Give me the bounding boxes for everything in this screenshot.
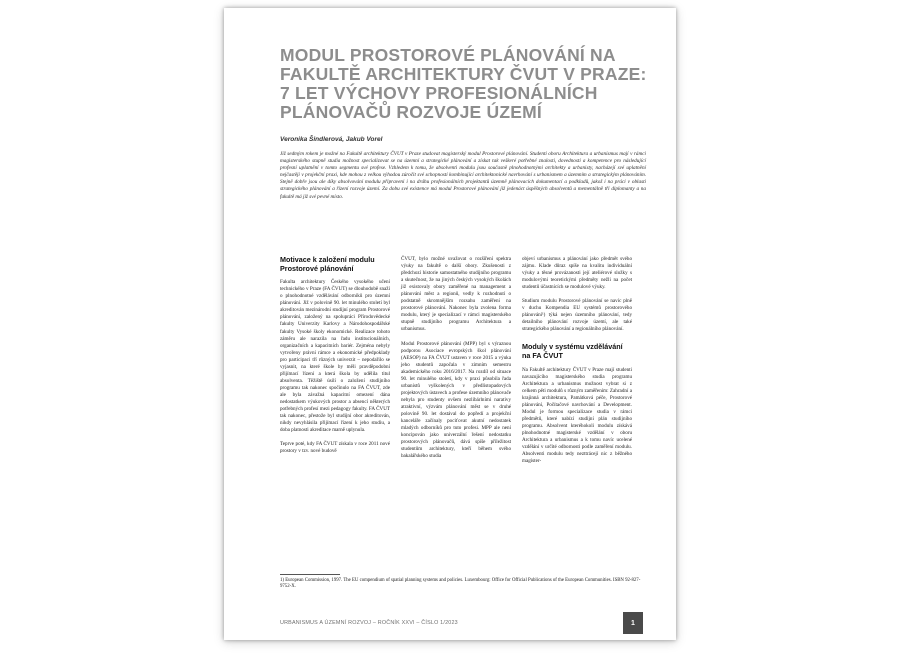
article-abstract: Již sedmým rokem je možné na Fakultě architektury ČVUT v Praze studovat magisterský modul Prostorové plánování. Studenti oboru Architektura a urbanismus mají v rámci magisterského stupně studia možnost specializovat se na územní a strategické plánování a získat tak veškeré potřebné znalosti, dovednosti a kompetence pro následující profesní uplatnění v tomto segmentu své profese. Vzhledem k tomu, že absolventi modulu jsou současně plnohodnotnými architekty a urbanisty, nacházejí své uplatnění nejčastěji v projekční praxi, kde mohou z velkou výhodou zúročit své schopnosti kombinující architektonické navrhování s urbanismem a územním a strategickým plánováním. Stejně dobře jsou ale díky absolvování modulu připraveni i na dráhu profesionálních projektantů územně plánovacích dokumentací a podkladů, jakož i na práci v oblasti strategického plánování a řízení rozvoje území. Za dobu své existence má modul Prostorové plánování již jedenáct úspěšných absolventů a mementálně tři diplomanty a na fakultě má již své pevné místo. (280, 151, 646, 200)
body-paragraph: objeví urbanismus a plánování jako předmět svého zájmu. Klade důraz spíše na kvalitu individuální výuky a těsné provázanosti její ateliérové složky s modulovými teoretickými předměty nežli na počet studentů účastnících se modulové výuky. (522, 256, 632, 291)
footnote-divider (280, 574, 340, 575)
body-paragraph: Teprve poté, kdy FA ČVUT získala v roce 2011 nové prostory v tzv. nové budově (280, 441, 390, 455)
body-paragraph: Na Fakultě architektury ČVUT v Praze mají studenti navazujícího magisterského studia programu Architektura a urbanismus možnost vybrat si z celkem pěti modulů s různým zaměřením: Zahradní a krajinná architektura, Památková péče, Prostorové plánování, Počítačové navrhování a Development. Modul je formou specializace studia v rámci předmětů, které nabízí studijní plán studijního programu. Absolvent kteréhokoli modulu získává plnohodnotné magisterské vzdělání v oboru Architektura a urbanismus a k tomu navíc ucelené vzdělání v určité odbornosti podle zaměření modulu. Absolventi modulu tedy nezttrácejí nic z běžného magister- (522, 366, 632, 465)
body-paragraph: Modul Prostorové plánování (MPP) byl s výraznou podporou Asociace evropských škol plánování (AESOP) na FA ČVUT ustaven v roce 2015 a výuka jeho studentů započala v zimním semestru akademického roku 2016/2017. Na rozdíl od situace 90. let minulého století, kdy v praxi působila řada urbanistů vyškolených v předlistopadových projektových ústavech a profese územního plánovače nebyla pro studenty ovšem nezlibárlními narativy atraktivní, výzvám plánování měst se v druhé polovině 90. let dostával do popředí a projekční kanceláře začínaly pociťovat akutní nedostatek mladých odborníků pro tuto profesi. MPP ale není koncipován jako univerzální řešení nedostatku prostorových plánovačů, dává spíše příležitost studentům architektury, kteří během svého bakalářského studia (401, 340, 511, 460)
text-column-left (280, 256, 390, 462)
title-line: PLÁNOVAČŮ ROZVOJE ÚZEMÍ (280, 102, 542, 122)
body-paragraph: ČVUT, bylo možné uvažovat o rozšíření spektra výuky na fakultě o další obory. Zkušenosti z předchozí historie samostatného studijního programu a skutečnost, že na jiných českých vysokých školách již existovaly obory zaměřené na management a plánování měst a regionů, vedly k rozhodnutí o podstatně skromnějším rozsahu zaměření na prostorové plánování. Nakonec byla zvolena forma modulu, který je specializací v rámci magisterského stupně studijního programu Architektura a urbanismus. (401, 256, 511, 333)
body-paragraph: Fakulta architektury Českého vysokého učení technického v Praze (FA ČVUT) se dlouhodobě snaží o plnohodnotné vzdělávání odborníků pro územní plánování. Již v polovině 90. let minulého století byl akreditován mezinárodní studijní program Prostorové plánování, založený na spolupráci Přírodovědecké fakulty Univerzity Karlovy a Národohospodářské fakulty Vysoké školy ekonomické. Realizace tohoto záměru ale narazila na řadu institucionálních, organizačních a kapacitních bariér. Zejména nebyly vytvořeny právní rámce a ekonomické předpoklady pro participaci tří různých univerzit – nepodařilo se vyjasnit, na které škole by měli pravděpodobní přijímací řízení a která škola by udělila titul absolventa. Těžiště úsilí o založení studijního programu tak nakonec spočinulo na FA ČVUT, zde ale byla závažná kapacitní omezení dána nedostatkem výukových prostor a absencí některých potřebných profesí mezi pedagogy fakulty. FA ČVUT tak nakonec, přestože byl studijní obor akreditován, nikdy nevyhlásila přijímací řízení k jeho studiu, a doba platnosti akreditace marně uplynula. (280, 279, 390, 434)
title-line: FAKULTĚ ARCHITEKTURY ČVUT V PRAZE: (280, 64, 647, 84)
article-title (280, 45, 647, 122)
title-line: MODUL PROSTOROVÉ PLÁNOVÁNÍ NA (280, 45, 616, 65)
journal-page (224, 8, 676, 640)
section-heading: Motivace k založení modulu Prostorové plánování (280, 255, 375, 273)
page-number: 1 (623, 612, 643, 634)
title-line: 7 LET VÝCHOVY PROFESIONÁLNÍCH (280, 83, 598, 103)
running-footer: URBANISMUS A ÚZEMNÍ ROZVOJ – ROČNÍK XXVI – ČÍSLO 1/2023 (280, 620, 458, 626)
article-authors: Veronika Šindlerová, Jakub Vorel (280, 136, 383, 143)
text-column-right (522, 256, 632, 472)
footnote: 1) European Commission, 1997. The EU compendium of spatial planning systems and policies. Luxembourg: Office for Official Publications of the European Communities. ISBN 92-827-9752-X. (280, 578, 641, 590)
section-heading: Moduly v systému vzdělávání na FA ČVUT (522, 342, 623, 361)
text-column-middle (401, 256, 511, 467)
body-paragraph: Studium modulu Prostorové plánování se navíc plně v duchu Kompendia EU systémů prostorového plánování¹) týká nejen územního plánování, tedy detailního plánování rozvoje území, ale také strategického plánování a regionálního plánování. (522, 298, 632, 333)
